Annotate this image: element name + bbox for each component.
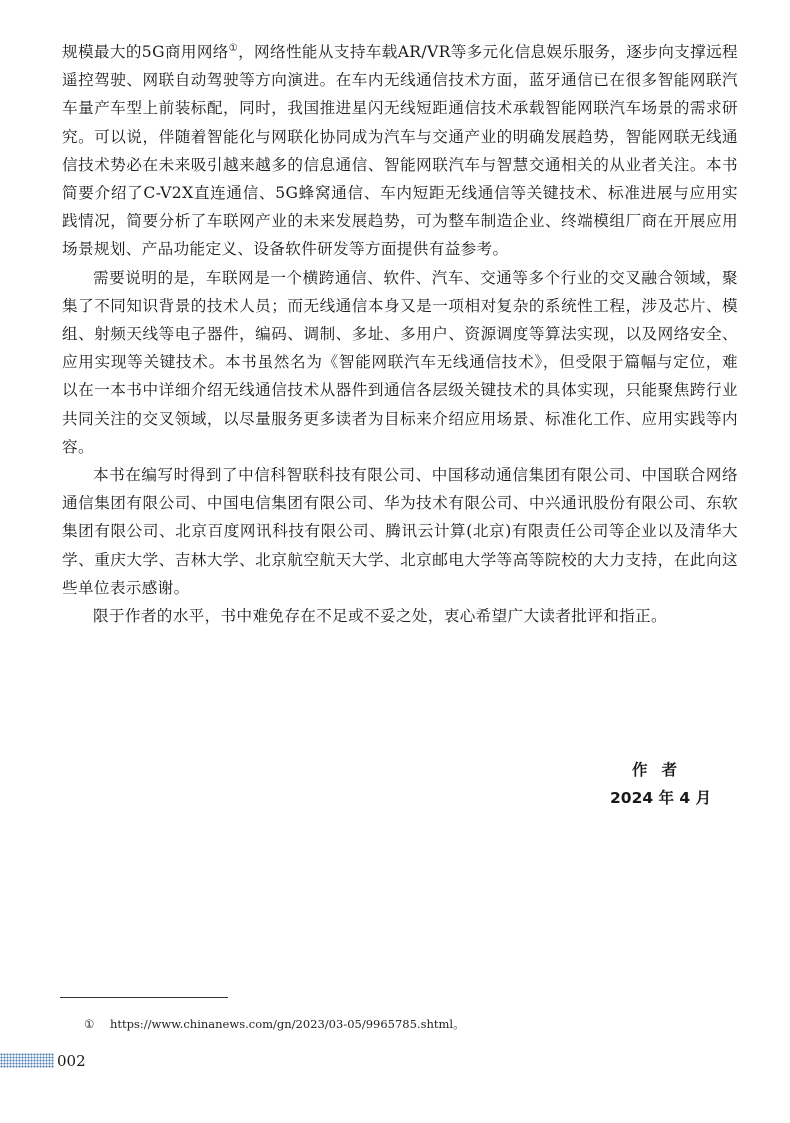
footnote — [84, 1016, 465, 1032]
footnote-url[interactable]: https://www.chinanews.com/gn/2023/03-05/9965785.shtml。 — [110, 1017, 465, 1031]
dotted-pattern-decoration — [0, 1053, 54, 1068]
paragraph-3: 本书在编写时得到了中信科智联科技有限公司、中国移动通信集团有限公司、中国联合网络通信集团有限公司、中国电信集团有限公司、华为技术有限公司、中兴通讯股份有限公司、东软集团有限公司、北京百度网讯科技有限公司、腾讯云计算(北京)有限责任公司等企业以及清华大学、重庆大学、吉林大学、北京航空航天大学、北京邮电大学等高等院校的大力支持，在此向这些单位表示感谢。 — [62, 466, 738, 597]
paragraph-1 — [62, 38, 738, 264]
paragraph-2: 需要说明的是，车联网是一个横跨通信、软件、汽车、交通等多个行业的交叉融合领域，聚集了不同知识背景的技术人员；而无线通信本身又是一项相对复杂的系统性工程，涉及芯片、模组、射频天线等电子器件，编码、调制、多址、多用户、资源调度等算法实现，以及网络安全、应用实现等关键技术。本书虽然名为《智能网联汽车无线通信技术》，但受限于篇幅与定位，难以在一本书中详细介绍无线通信技术从器件到通信各层级关键技术的具体实现，只能聚焦跨行业共同关注的交叉领域，以尽量服务更多读者为目标来介绍应用场景、标准化工作、应用实践等内容。 — [62, 268, 738, 456]
page-footer — [0, 1051, 120, 1071]
paragraph-1-text-start: 规模最大的5G商用网络 — [62, 43, 229, 61]
paragraph-1-text-rest: ，网络性能从支持车载AR/VR等多元化信息娱乐服务，逐步向支撑远程遥控驾驶、网联自动驾驶等方向演进。在车内无线通信技术方面，蓝牙通信已在很多智能网联汽车量产车型上前装标配，同时，我国推进星闪无线短距通信技术承载智能网联汽车场景的需求研究。可以说，伴随着智能化与网联化协同成为汽车与交通产业的明确发展趋势，智能网联无线通信技术势必在未来吸引越来越多的信息通信、智能网联汽车与智慧交通相关的从业者关注。本书简要介绍了C-V2X直连通信、5G蜂窝通信、车内短距无线通信等关键技术、标准进展与应用实践情况，简要分析了车联网产业的未来发展趋势，可为整车制造企业、终端模组厂商在开展应用场景规划、产品功能定义、设备软件研发等方面提供有益参考。 — [62, 43, 738, 259]
footnote-reference-mark[interactable]: ① — [228, 42, 239, 54]
page-number: 002 — [57, 1052, 86, 1070]
footnote-mark: ① — [84, 1017, 95, 1031]
paragraph-4: 限于作者的水平，书中难免存在不足或不妥之处，衷心希望广大读者批评和指正。 — [93, 607, 667, 626]
signature-author: 作者 — [632, 761, 692, 779]
preface-body — [62, 38, 738, 630]
signature-date: 2024 年 4 月 — [610, 789, 712, 807]
footnote-divider — [60, 997, 228, 998]
